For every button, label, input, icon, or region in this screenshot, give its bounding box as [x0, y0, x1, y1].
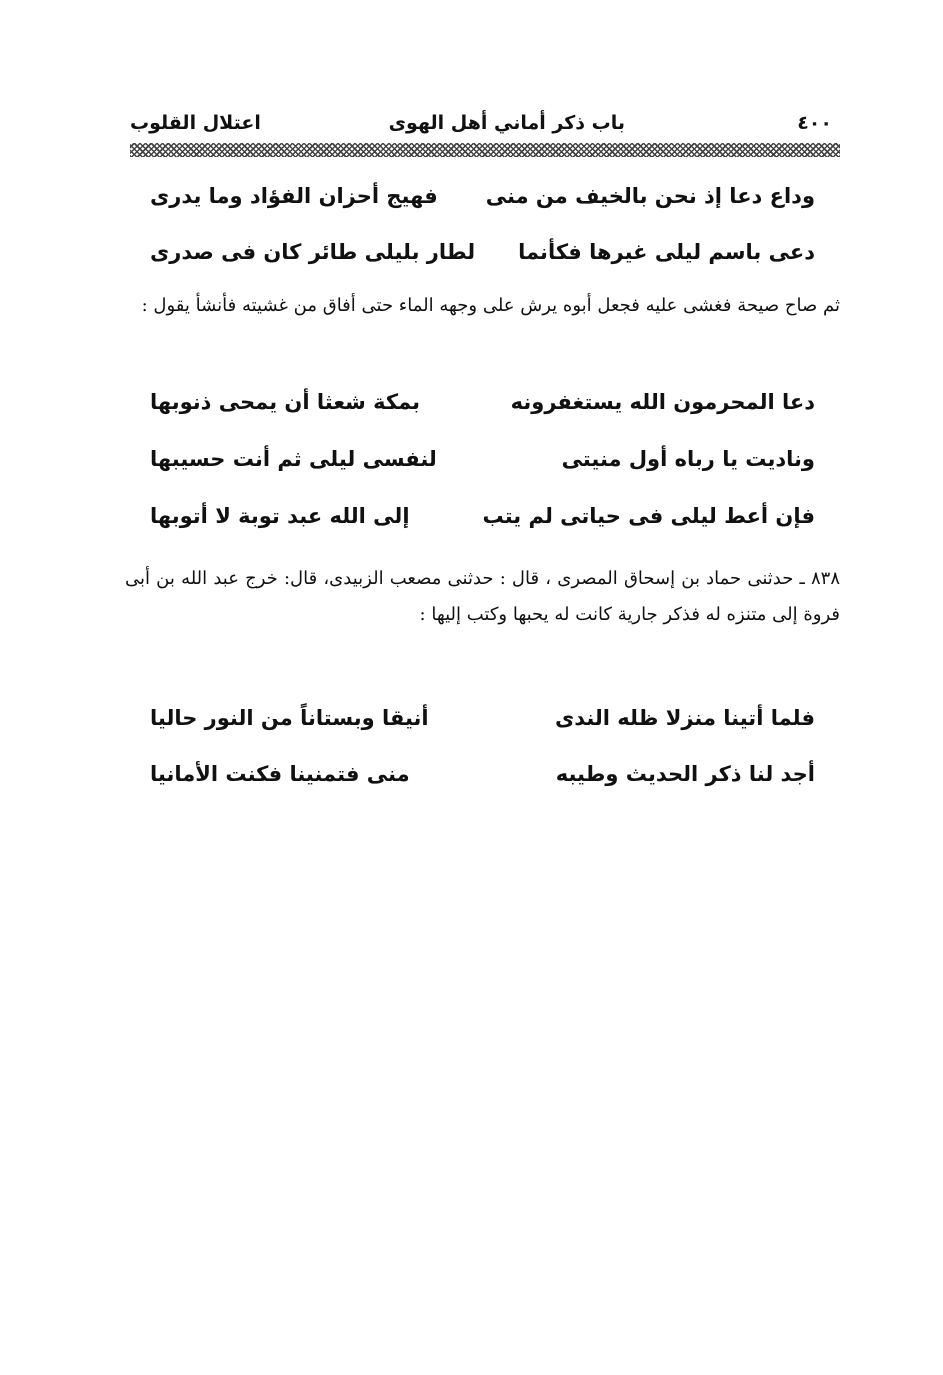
- book-title: اعتلال القلوب: [130, 112, 261, 134]
- prose-paragraph-numbered: ٨٣٨ ـ حدثنى حماد بن إسحاق المصرى ، قال : حدثنى مصعب الزبيدى، قال: خرج عبد الله بن أبى فروة إلى متنزه له فذكر جارية كانت له يحبها وكتب إليها :: [125, 568, 840, 625]
- verse-line: [150, 504, 815, 544]
- verse-line: [150, 184, 815, 224]
- verse-first-hemistich: دعى باسم ليلى غيرها فكأنما: [518, 240, 815, 264]
- verse-second-hemistich: إلى الله عبد توبة لا أتوبها: [150, 504, 410, 528]
- verse-first-hemistich: وداع دعا إذ نحن بالخيف من منى: [485, 184, 815, 208]
- header-ornamental-rule: [130, 143, 840, 157]
- verse-line: [150, 762, 815, 802]
- verse-second-hemistich: بمكة شعثا أن يمحى ذنوبها: [150, 390, 421, 414]
- verse-second-hemistich: لطار بليلى طائر كان فى صدرى: [150, 240, 476, 264]
- verse-second-hemistich: أنيقا وبستاناً من النور حاليا: [150, 706, 429, 730]
- verse-line: [150, 390, 815, 430]
- page-number: ٤٠٠: [797, 112, 832, 134]
- verse-first-hemistich: فإن أعط ليلى فى حياتى لم يتب: [482, 504, 815, 528]
- chapter-title: باب ذكر أماني أهل الهوى: [388, 112, 625, 134]
- verse-first-hemistich: وناديت يا رباه أول منيتى: [561, 447, 815, 471]
- verse-second-hemistich: فهيج أحزان الفؤاد وما يدرى: [150, 184, 438, 208]
- running-header: [130, 112, 840, 144]
- verse-first-hemistich: دعا المحرمون الله يستغفرونه: [510, 390, 815, 414]
- prose-paragraph: ثم صاح صيحة فغشى عليه فجعل أبوه يرش على وجهه الماء حتى أفاق من غشيته فأنشأ يقول :: [141, 295, 840, 316]
- verse-line: [150, 447, 815, 487]
- verse-line: [150, 706, 815, 746]
- verse-line: [150, 240, 815, 280]
- verse-first-hemistich: فلما أتينا منزلا ظله الندى: [554, 706, 815, 730]
- verse-second-hemistich: لنفسى ليلى ثم أنت حسيبها: [150, 447, 437, 471]
- verse-first-hemistich: أجد لنا ذكر الحديث وطيبه: [555, 762, 815, 786]
- verse-second-hemistich: منى فتمنينا فكنت الأمانيا: [150, 762, 410, 786]
